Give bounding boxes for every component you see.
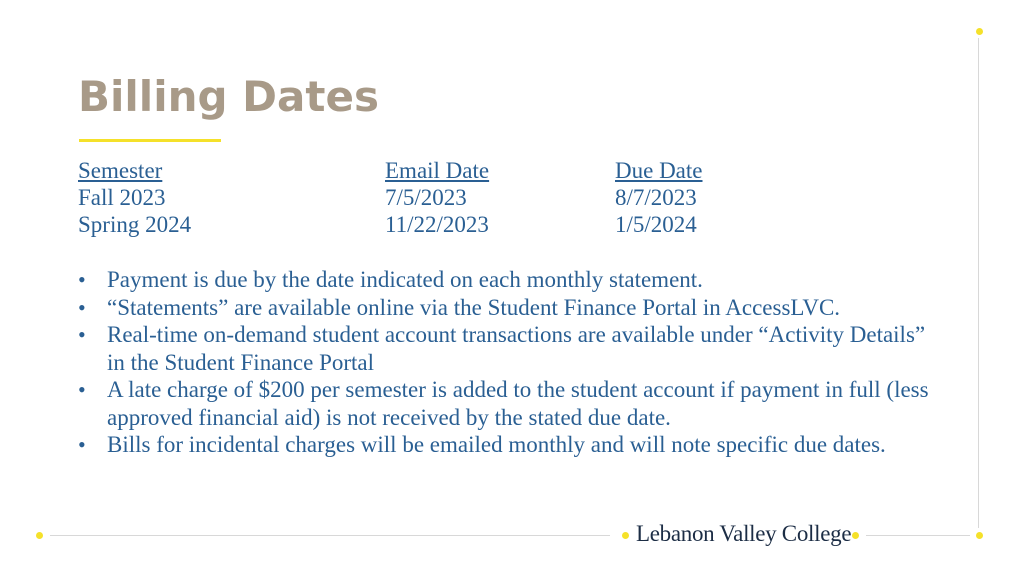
list-item <box>78 431 948 459</box>
table-row <box>78 184 815 211</box>
bullet-text: A late charge of $200 per semester is added to the student account if payment in full (less approved financial aid) is not received by the stated due date. <box>107 377 929 430</box>
bullet-icon: • <box>78 377 86 402</box>
header-due-date: Due Date <box>615 158 703 183</box>
college-logo: Lebanon Valley College <box>636 521 852 546</box>
slide-title: Billing Dates <box>78 72 379 121</box>
frame-dot-bottom-left <box>36 532 43 539</box>
list-item <box>78 266 948 294</box>
frame-bottom-line-left <box>50 535 610 536</box>
cell-due-date: 8/7/2023 <box>615 185 697 210</box>
cell-semester: Spring 2024 <box>78 212 192 237</box>
table-header-row <box>78 157 815 184</box>
title-underline <box>79 139 221 142</box>
header-email-date: Email Date <box>385 158 490 183</box>
list-item <box>78 376 948 431</box>
cell-semester: Fall 2023 <box>78 185 166 210</box>
frame-dot-top-right <box>976 28 983 35</box>
table-row <box>78 211 815 238</box>
bullet-text: “Statements” are available online via the Student Finance Portal in AccessLVC. <box>107 294 841 320</box>
logo-dot-left <box>622 532 629 539</box>
bullet-icon: • <box>78 322 86 347</box>
cell-email-date: 11/22/2023 <box>385 212 489 237</box>
list-item <box>78 321 948 376</box>
bullet-text: Bills for incidental charges will be emailed monthly and will note specific due dates. <box>107 432 886 457</box>
bullet-icon: • <box>78 432 86 457</box>
frame-dot-bottom-right <box>976 532 983 539</box>
billing-dates-table <box>78 157 815 238</box>
cell-email-date: 7/5/2023 <box>385 185 467 210</box>
frame-bottom-line-right <box>866 535 970 536</box>
cell-due-date: 1/5/2024 <box>615 212 697 237</box>
bullet-text: Payment is due by the date indicated on each monthly statement. <box>107 267 703 292</box>
bullet-text: Real-time on-demand student account transactions are available under “Activity Details” in the Student Finance Portal <box>107 322 926 375</box>
bullet-icon: • <box>78 294 86 320</box>
frame-vertical-line <box>978 38 979 528</box>
bullet-list <box>78 266 948 459</box>
header-semester: Semester <box>78 158 163 183</box>
bullet-icon: • <box>78 267 86 292</box>
list-item <box>78 294 948 322</box>
logo-dot-right <box>852 532 859 539</box>
